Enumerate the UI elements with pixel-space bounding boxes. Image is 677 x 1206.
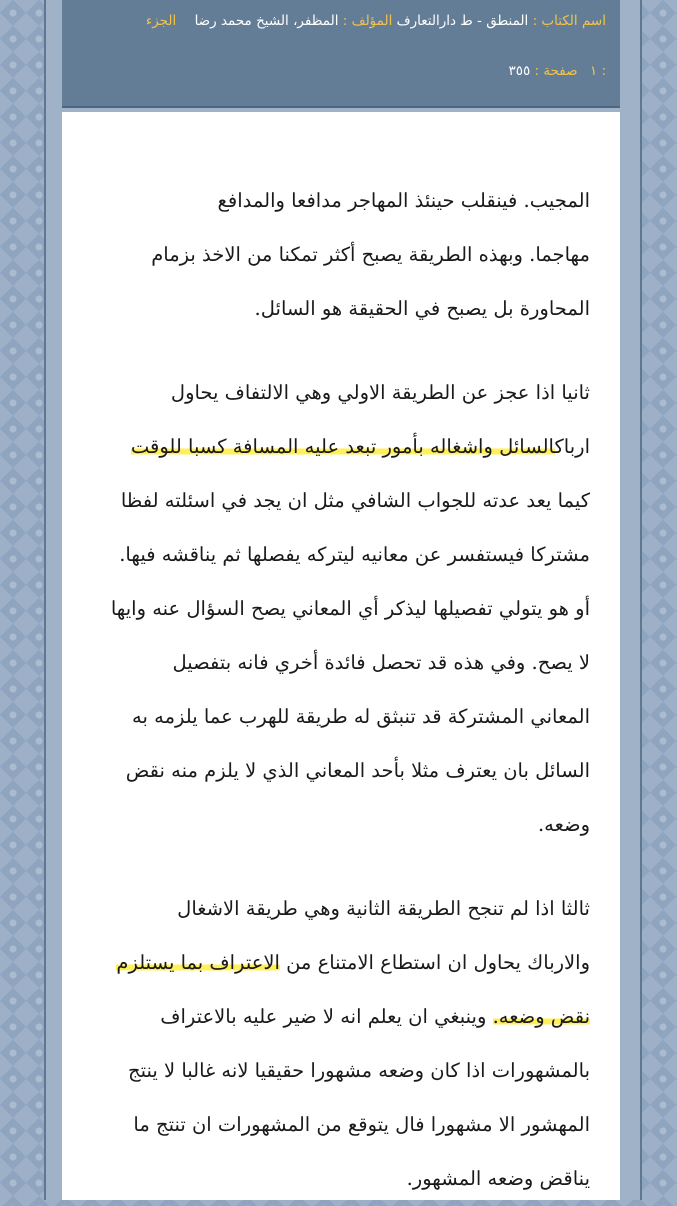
paragraph-1 [92,174,590,336]
highlighted-text: نقض وضعه. [492,1005,590,1028]
text-line: مهاجما. وبهذه الطريقة يصبح أكثر تمكنا من الاخذ بزمام [151,243,590,266]
text-line: المهشور الا مشهورا فال يتوقع من المشهورات ان تنتج ما [133,1113,590,1136]
author-label: المؤلف : [342,13,393,29]
text-line: لا يصح. وفي هذه قد تحصل فائدة أخري فانه بتفصيل [172,651,590,674]
text-line-with-highlight [92,420,590,474]
part-label: الجزء [145,13,177,29]
text-run: ارباك [554,435,590,458]
book-info-header [62,0,620,108]
text-line: كيما يعد عدته للجواب الشافي مثل ان يجد في اسئلته لفظا [120,489,590,512]
text-line: مشتركا فيستفسر عن معانيه ليتركه يفصلها ثم يناقشه فيها. [119,543,590,566]
highlighted-text: الاعتراف بما يستلزم [116,951,280,974]
page-label: صفحة : [534,63,578,79]
paragraph-3 [92,882,590,1206]
text-line: السائل بان يعترف مثلا بأحد المعاني الذي لا يلزم منه نقض [125,759,590,782]
book-page [62,112,620,1200]
text-line: أو هو يتولي تفصيلها ليذكر أي المعاني يصح السؤال عنه وايها [110,597,590,620]
text-line: المحاورة بل يصبح في الحقيقة هو السائل. [254,297,590,320]
text-line-with-highlight [92,990,590,1044]
text-line: المجيب. فينقلب حينئذ المهاجر مدافعا والمدافع [217,189,590,212]
text-line: وضعه. [537,813,590,836]
text-line: يناقض وضعه المشهور. [406,1167,590,1190]
part-value: : ١ [589,63,606,79]
text-line: بالمشهورات اذا كان وضعه مشهورا حقيقيا لانه غالبا لا ينتج [128,1059,590,1082]
text-line: المعاني المشتركة قد تنبثق له طريقة للهرب عما يلزمه به [132,705,590,728]
text-line-with-highlight [92,936,590,990]
text-run: وينبغي ان يعلم انه لا ضير عليه بالاعتراف [160,1005,487,1028]
paragraph-2 [92,366,590,852]
highlighted-text: السائل واشغاله بأمور تبعد عليه المسافة كسبا للوقت [130,435,555,458]
book-info-row [76,10,606,32]
text-run: والارباك يحاول ان استطاع الامتناع من [286,951,590,974]
text-line: ثالثا اذا لم تنجح الطريقة الثانية وهي طريقة الاشغال [177,897,590,920]
text-line: ثانيا اذا عجز عن الطريقة الاولي وهي الالتفاف يحاول [170,381,590,404]
page-number: ٣٥٥ [508,63,531,79]
page-info-row [76,60,606,82]
book-title-label: اسم الكتاب : [532,13,606,29]
author-value[interactable]: المظفر، الشيخ محمد رضا [194,13,339,29]
book-title-value[interactable]: المنطق - ط دارالتعارف [396,13,529,29]
